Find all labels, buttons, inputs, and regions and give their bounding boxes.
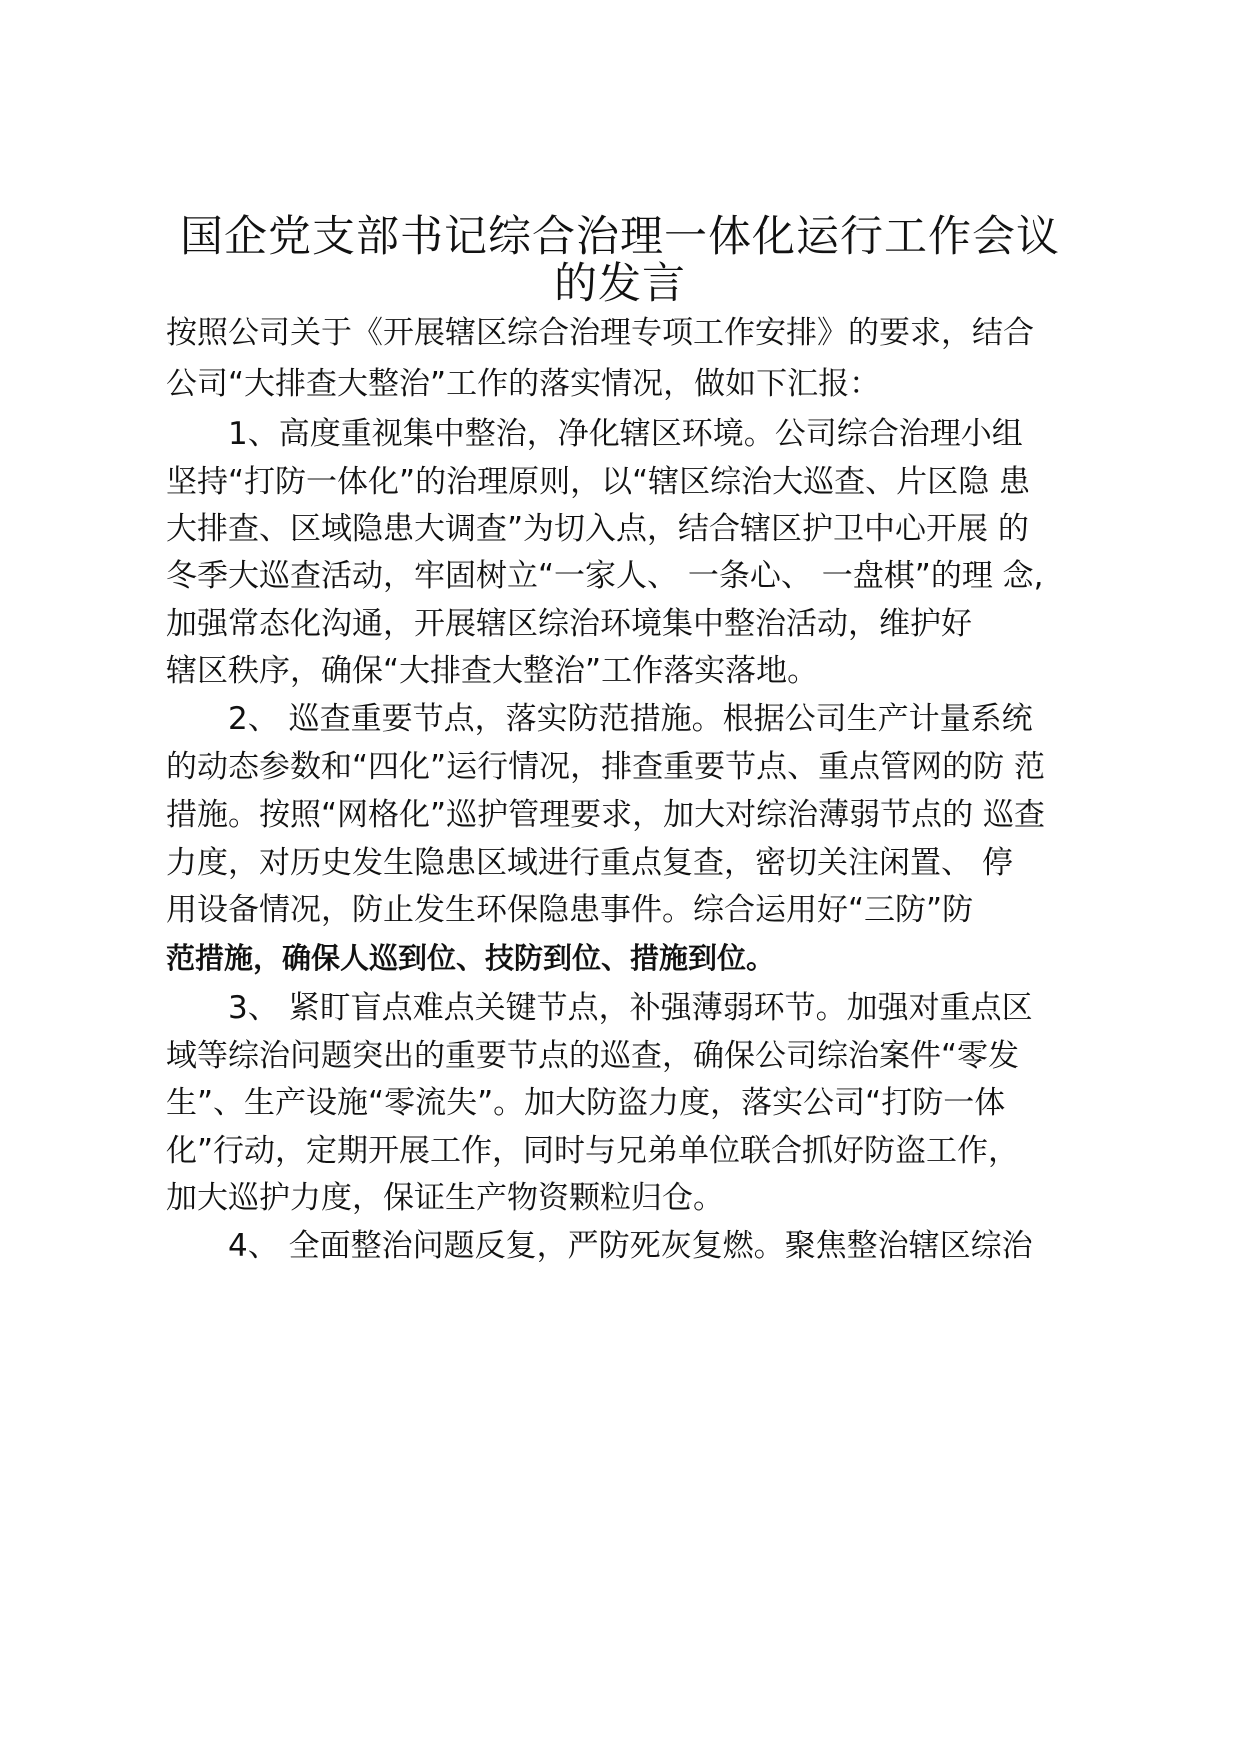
paragraph-line: 冬季大巡查活动，牢固树立“一家人、 一条心、 一盘棋”的理 念, [166, 558, 1044, 594]
paragraph-line: 措施。按照“网格化”巡护管理要求，加大对综治薄弱节点的 巡查 [166, 797, 1045, 833]
paragraph-line: 坚持“打防一体化”的治理原则，以“辖区综治大巡查、片区隐 患 [166, 464, 1031, 500]
paragraph-line: 加大巡护力度，保证生产物资颗粒归仓。 [166, 1180, 724, 1216]
paragraph-line: 的动态参数和“四化”运行情况，排查重要节点、重点管网的防 范 [166, 749, 1045, 785]
paragraph-line: 2、 巡查重要节点，落实防范措施。根据公司生产计量系统 [228, 701, 1033, 737]
paragraph-line: 力度，对历史发生隐患区域进行重点复查，密切关注闲置、 停 [166, 845, 1013, 881]
document-title-line-2: 的发言 [554, 259, 686, 309]
paragraph-line: 用设备情况，防止发生环保隐患事件。综合运用好“三防”防 [166, 892, 974, 928]
paragraph-line: 公司“大排查大整治”工作的落实情况，做如下汇报： [166, 366, 881, 402]
paragraph-line: 范措施，确保人巡到位、技防到位、措施到位。 [166, 941, 776, 975]
paragraph-line: 域等综治问题突出的重要节点的巡查，确保公司综治案件“零发 [166, 1038, 1020, 1074]
paragraph-line: 3、 紧盯盲点难点关键节点，补强薄弱环节。加强对重点区 [228, 990, 1033, 1026]
document-title-line-1: 国企党支部书记综合治理一体化运行工作会议 [180, 212, 1060, 262]
paragraph-line: 生”、生产设施“零流失”。加大防盗力度，落实公司“打防一体 [166, 1085, 1006, 1121]
paragraph-line: 辖区秩序，确保“大排查大整治”工作落实落地。 [166, 653, 819, 689]
paragraph-line: 加强常态化沟通，开展辖区综治环境集中整治活动，维护好 [166, 606, 972, 642]
paragraph-line: 按照公司关于《开展辖区综合治理专项工作安排》的要求，结合 [166, 315, 1034, 351]
paragraph-line: 化”行动，定期开展工作，同时与兄弟单位联合抓好防盗工作， [166, 1133, 1020, 1169]
paragraph-line: 4、 全面整治问题反复，严防死灰复燃。聚焦整治辖区综治 [228, 1228, 1033, 1264]
paragraph-line: 大排查、区域隐患大调查”为切入点，结合辖区护卫中心开展 的 [166, 511, 1029, 547]
paragraph-line: 1、高度重视集中整治，净化辖区环境。公司综合治理小组 [228, 416, 1023, 452]
